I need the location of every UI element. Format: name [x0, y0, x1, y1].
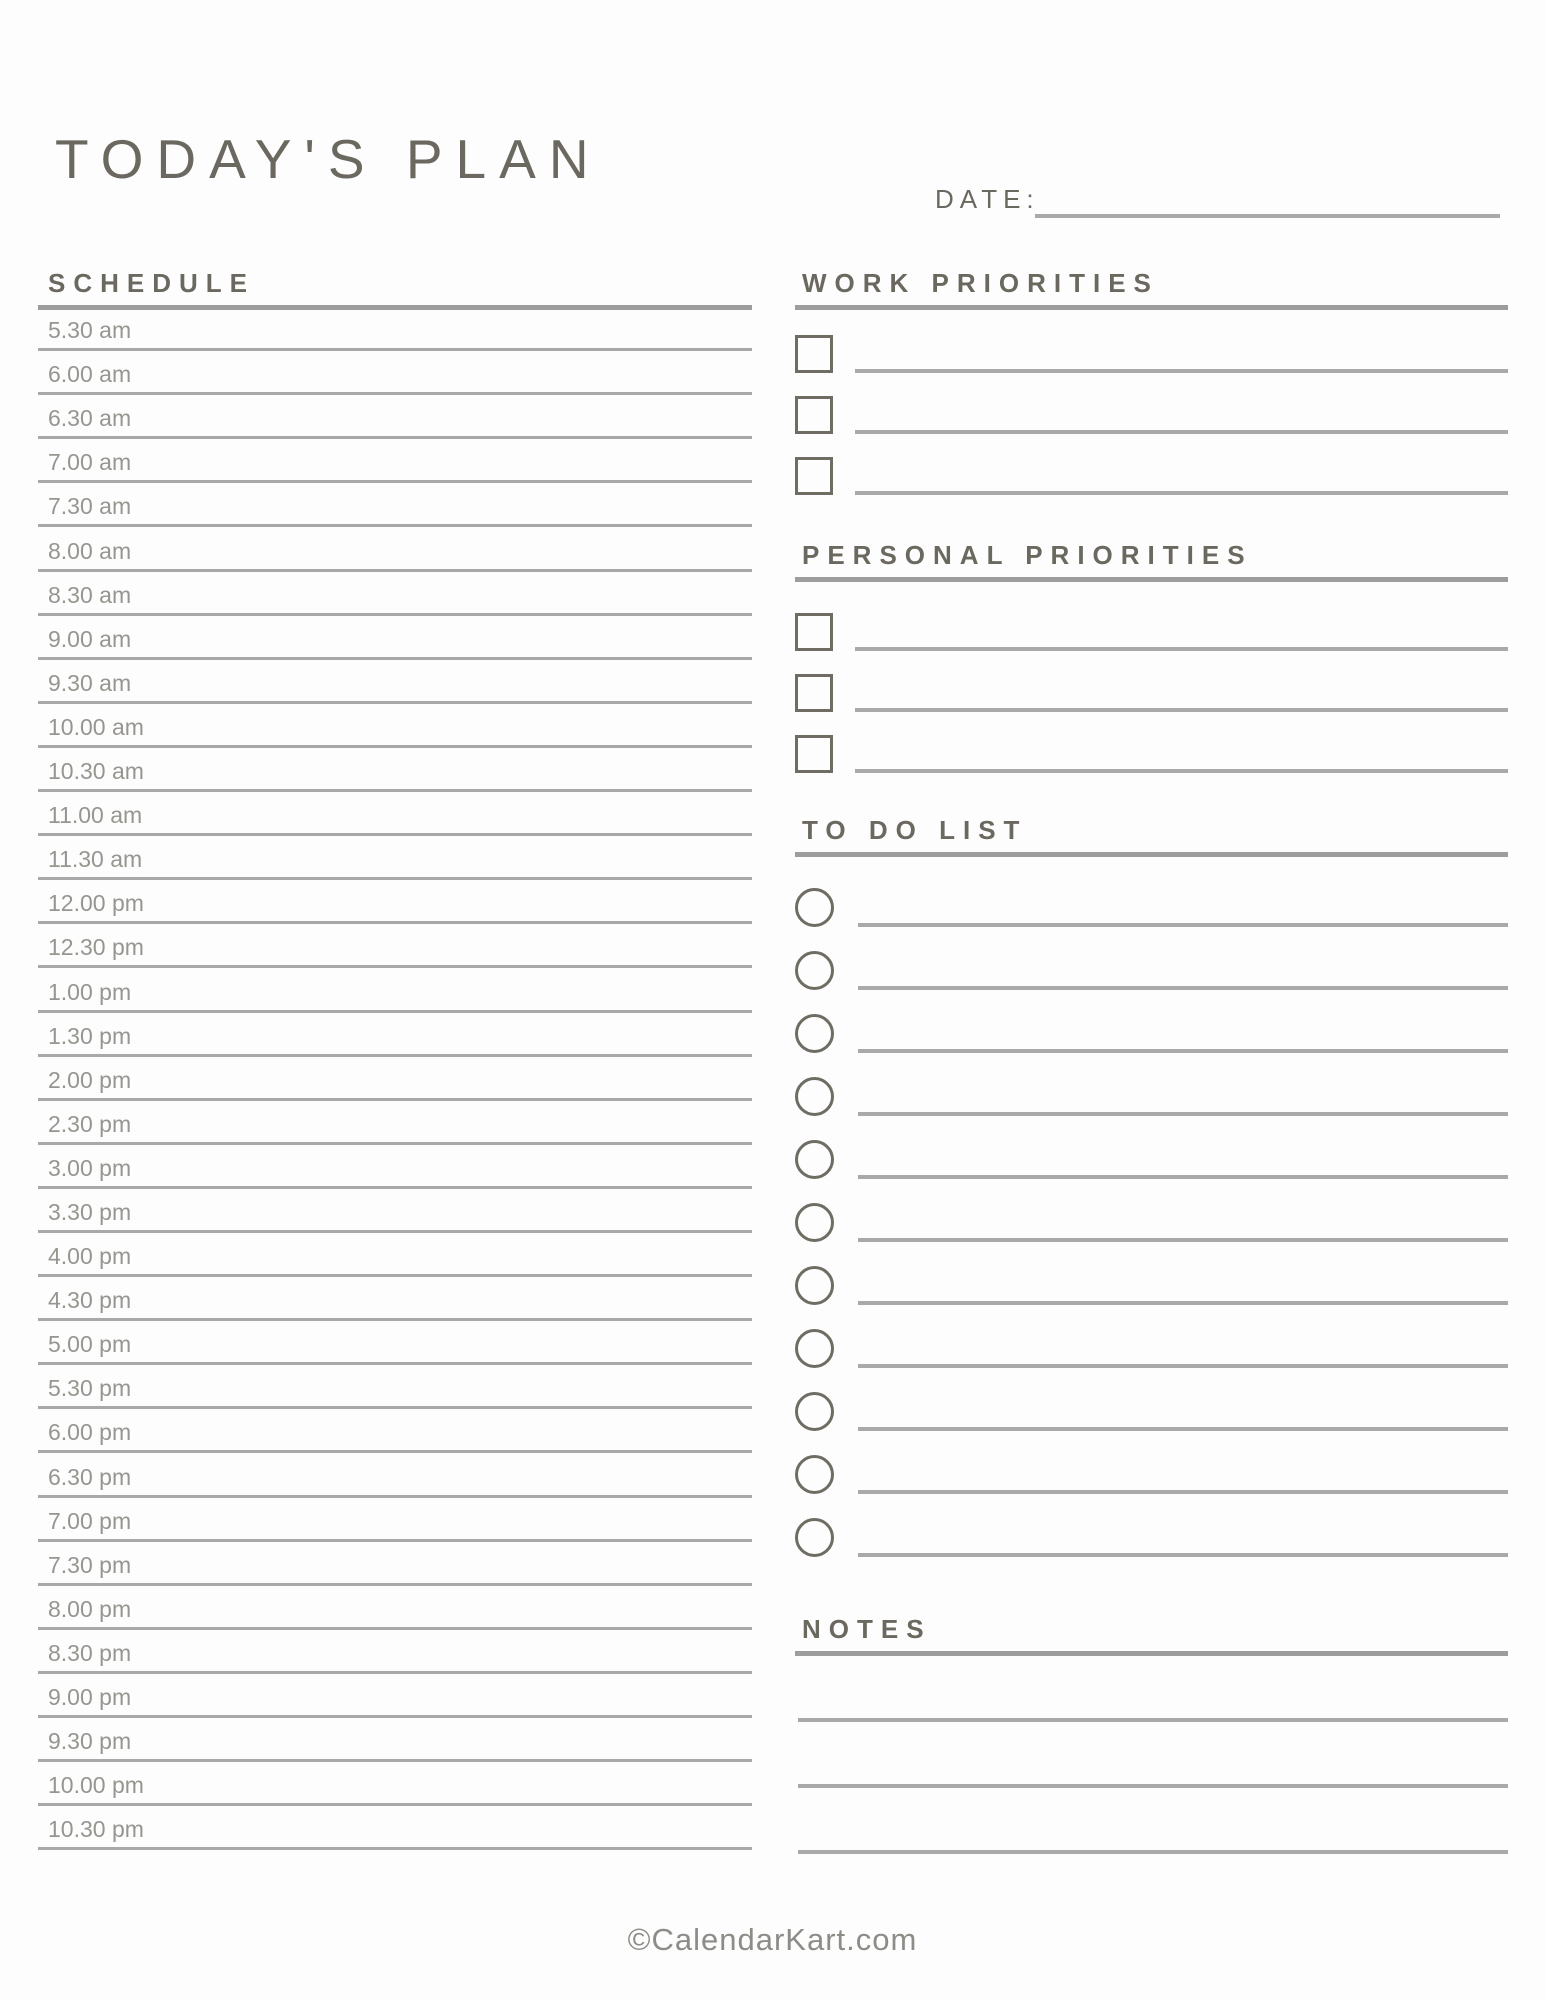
todo-circle-checkbox[interactable]	[795, 1140, 834, 1179]
todo-writein-line[interactable]	[858, 1175, 1508, 1179]
schedule-time-label: 8.00 pm	[48, 1595, 132, 1622]
schedule-row	[38, 968, 752, 1012]
schedule-time-label: 8.30 pm	[48, 1639, 132, 1666]
schedule-time-label: 1.00 pm	[48, 978, 132, 1005]
todo-writein-line[interactable]	[858, 1112, 1508, 1116]
right-column	[795, 268, 1508, 1854]
schedule-time-label: 2.00 pm	[48, 1066, 132, 1093]
schedule-row	[38, 704, 752, 748]
work-priorities-section	[795, 268, 1508, 495]
schedule-row	[38, 1674, 752, 1718]
todo-writein-line[interactable]	[858, 1490, 1508, 1494]
schedule-row	[38, 439, 752, 483]
todo-row	[795, 1053, 1508, 1116]
schedule-row	[38, 307, 752, 351]
todo-row	[795, 1116, 1508, 1179]
todo-circle-checkbox[interactable]	[795, 1266, 834, 1305]
schedule-row	[38, 527, 752, 571]
schedule-heading: SCHEDULE	[48, 268, 256, 298]
schedule-row	[38, 880, 752, 924]
personal-priority-row	[795, 590, 1508, 651]
work-priority-checkbox[interactable]	[795, 335, 833, 373]
notes-list	[795, 1656, 1508, 1854]
schedule-row	[38, 1233, 752, 1277]
todo-writein-line[interactable]	[858, 1049, 1508, 1053]
todo-row	[795, 1431, 1508, 1494]
personal-priority-writein-line[interactable]	[855, 708, 1508, 712]
schedule-time-label: 12.30 pm	[48, 934, 144, 961]
notes-section	[795, 1614, 1508, 1854]
personal-priority-writein-line[interactable]	[855, 647, 1508, 651]
personal-priority-checkbox[interactable]	[795, 674, 833, 712]
todo-row	[795, 1242, 1508, 1305]
date-writein-line[interactable]	[1035, 214, 1500, 218]
schedule-time-label: 7.00 pm	[48, 1507, 132, 1534]
notes-writein-line[interactable]	[798, 1718, 1508, 1722]
schedule-time-label: 9.00 pm	[48, 1684, 132, 1710]
schedule-time-label: 9.30 am	[48, 669, 132, 696]
schedule-row	[38, 1806, 752, 1850]
schedule-row	[38, 1277, 752, 1321]
schedule-row	[38, 1409, 752, 1453]
schedule-section	[38, 268, 752, 1850]
schedule-row	[38, 1498, 752, 1542]
schedule-row	[38, 748, 752, 792]
notes-writein-line[interactable]	[798, 1850, 1508, 1854]
schedule-row	[38, 1057, 752, 1101]
work-priority-checkbox[interactable]	[795, 396, 833, 434]
todo-row	[795, 1305, 1508, 1368]
todo-row	[795, 864, 1508, 927]
personal-priority-row	[795, 712, 1508, 773]
schedule-time-label: 6.00 pm	[48, 1419, 132, 1446]
schedule-time-label: 10.00 am	[48, 713, 144, 740]
schedule-time-label: 5.30 am	[48, 317, 132, 344]
schedule-time-label: 10.00 pm	[48, 1772, 144, 1799]
personal-priority-writein-line[interactable]	[855, 769, 1508, 773]
schedule-time-label: 7.00 am	[48, 449, 132, 476]
schedule-time-label: 5.00 pm	[48, 1331, 132, 1358]
todo-row	[795, 990, 1508, 1053]
work-priority-checkbox[interactable]	[795, 457, 833, 495]
todo-writein-line[interactable]	[858, 986, 1508, 990]
work-priorities-heading-rule	[795, 305, 1508, 310]
schedule-time-label: 1.30 pm	[48, 1022, 132, 1049]
schedule-row	[38, 1365, 752, 1409]
todo-circle-checkbox[interactable]	[795, 951, 834, 990]
schedule-time-label: 3.30 pm	[48, 1198, 132, 1225]
schedule-time-label: 6.30 pm	[48, 1463, 132, 1490]
todo-circle-checkbox[interactable]	[795, 1329, 834, 1368]
schedule-row	[38, 1630, 752, 1674]
footer-credit: ©CalendarKart.com	[627, 1922, 918, 1957]
todo-writein-line[interactable]	[858, 923, 1508, 927]
schedule-time-label: 6.00 am	[48, 361, 132, 388]
schedule-row	[38, 924, 752, 968]
schedule-row	[38, 1586, 752, 1630]
todo-circle-checkbox[interactable]	[795, 1455, 834, 1494]
schedule-time-label: 4.30 pm	[48, 1287, 132, 1314]
schedule-time-label: 7.30 am	[48, 493, 132, 520]
schedule-time-label: 11.00 am	[48, 802, 143, 829]
schedule-row	[38, 836, 752, 880]
schedule-time-label: 10.30 pm	[48, 1816, 144, 1843]
schedule-time-label: 2.30 pm	[48, 1110, 132, 1137]
todo-section	[795, 815, 1508, 1557]
schedule-row	[38, 1189, 752, 1233]
work-priorities-list	[795, 312, 1508, 495]
page-title: TODAY'S PLAN	[55, 128, 602, 190]
todo-circle-checkbox[interactable]	[795, 1014, 834, 1053]
schedule-row	[38, 351, 752, 395]
schedule-time-label: 7.30 pm	[48, 1551, 132, 1578]
work-priorities-heading: WORK PRIORITIES	[802, 268, 1159, 298]
todo-row	[795, 927, 1508, 990]
notes-heading: NOTES	[802, 1614, 932, 1644]
schedule-time-label: 8.30 am	[48, 581, 132, 608]
todo-row	[795, 1368, 1508, 1431]
schedule-row	[38, 616, 752, 660]
personal-priority-row	[795, 651, 1508, 712]
schedule-time-label: 11.30 am	[48, 846, 143, 873]
schedule-time-label: 6.30 am	[48, 405, 132, 432]
todo-writein-line[interactable]	[858, 1238, 1508, 1242]
todo-row	[795, 1179, 1508, 1242]
personal-priorities-heading-rule	[795, 577, 1508, 582]
schedule-row	[38, 1321, 752, 1365]
todo-circle-checkbox[interactable]	[795, 1077, 834, 1116]
todo-circle-checkbox[interactable]	[795, 1392, 834, 1431]
todo-heading: TO DO LIST	[802, 815, 1028, 845]
todo-circle-checkbox[interactable]	[795, 888, 834, 927]
schedule-row	[38, 792, 752, 836]
personal-priorities-heading: PERSONAL PRIORITIES	[802, 540, 1253, 570]
schedule-row	[38, 1101, 752, 1145]
notes-row	[795, 1722, 1508, 1788]
schedule-row	[38, 1453, 752, 1497]
notes-row	[795, 1656, 1508, 1722]
work-priority-writein-line[interactable]	[855, 369, 1508, 373]
schedule-row	[38, 395, 752, 439]
personal-priority-checkbox[interactable]	[795, 735, 833, 773]
todo-circle-checkbox[interactable]	[795, 1203, 834, 1242]
schedule-time-label: 12.00 pm	[48, 890, 144, 917]
todo-writein-line[interactable]	[858, 1301, 1508, 1305]
personal-priorities-section	[795, 540, 1508, 773]
schedule-row	[38, 660, 752, 704]
work-priority-row	[795, 312, 1508, 373]
todo-row	[795, 1494, 1508, 1557]
todo-writein-line[interactable]	[858, 1553, 1508, 1557]
schedule-row	[38, 1542, 752, 1586]
schedule-time-label: 3.00 pm	[48, 1154, 132, 1181]
schedule-row	[38, 572, 752, 616]
schedule-row	[38, 483, 752, 527]
personal-priority-checkbox[interactable]	[795, 613, 833, 651]
todo-circle-checkbox[interactable]	[795, 1518, 834, 1557]
schedule-time-label: 8.00 am	[48, 537, 132, 564]
schedule-time-label: 10.30 am	[48, 758, 144, 785]
personal-priorities-list	[795, 590, 1508, 773]
work-priority-row	[795, 373, 1508, 434]
schedule-row	[38, 1718, 752, 1762]
work-priority-writein-line[interactable]	[855, 430, 1508, 434]
work-priority-writein-line[interactable]	[855, 491, 1508, 495]
schedule-row	[38, 1762, 752, 1806]
schedule-time-label: 4.00 pm	[48, 1243, 132, 1270]
todo-list	[795, 864, 1508, 1557]
schedule-row	[38, 1013, 752, 1057]
work-priority-row	[795, 434, 1508, 495]
todo-heading-rule	[795, 852, 1508, 857]
notes-writein-line[interactable]	[798, 1784, 1508, 1788]
schedule-writein-line[interactable]	[38, 1847, 752, 1850]
schedule-time-label: 9.30 pm	[48, 1728, 132, 1755]
todo-writein-line[interactable]	[858, 1427, 1508, 1431]
schedule-list	[38, 307, 752, 1850]
schedule-time-label: 5.30 pm	[48, 1375, 132, 1402]
todo-writein-line[interactable]	[858, 1364, 1508, 1368]
schedule-row	[38, 1145, 752, 1189]
schedule-time-label: 9.00 am	[48, 625, 132, 652]
date-label: DATE:	[935, 184, 1040, 214]
notes-row	[795, 1788, 1508, 1854]
